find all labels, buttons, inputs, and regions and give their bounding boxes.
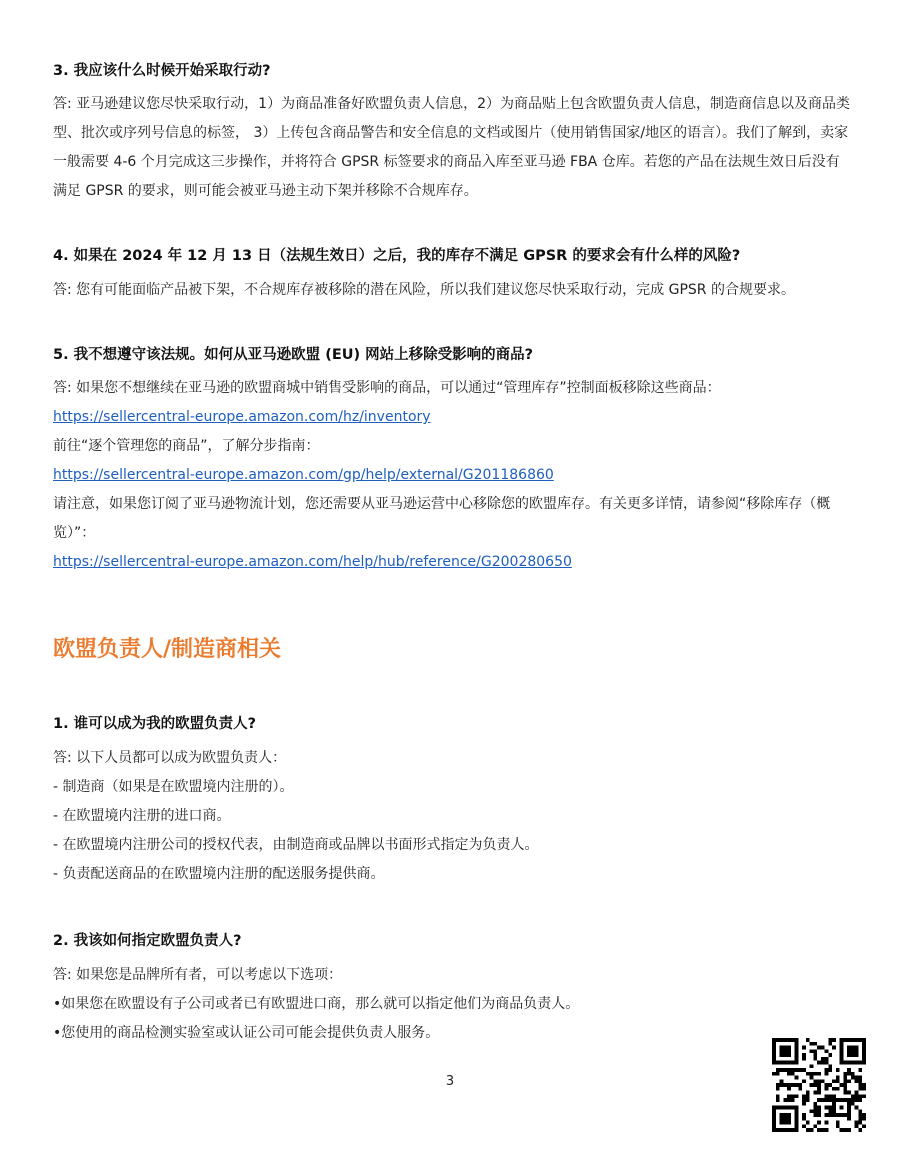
eu-rp-question-1-title: 1. 谁可以成为我的欧盟负责人? (53, 716, 257, 732)
question-5-answer-line2: 前往“逐个管理您的商品”，了解分步指南： (53, 438, 320, 454)
question-4-answer: 答: 您有可能面临产品被下架，不合规库存被移除的潜在风险，所以我们建议您尽快采取行动，完成 GPSR 的合规要求。 (53, 282, 795, 298)
section-heading: 欧盟负责人/制造商相关 (53, 637, 282, 662)
list-item: - 负责配送商品的在欧盟境内注册的配送服务提供商。 (53, 866, 385, 882)
question-5-answer-line1: 答: 如果您不想继续在亚马逊的欧盟商城中销售受影响的商品，可以通过“管理库存”控制面板移除这些商品： (53, 380, 721, 396)
eu-rp-question-2-title: 2. 我该如何指定欧盟负责人? (53, 933, 242, 949)
list-item: - 在欧盟境内注册的进口商。 (53, 808, 231, 824)
question-5-answer-line3: 请注意，如果您订阅了亚马逊物流计划，您还需要从亚马逊运营中心移除您的欧盟库存。有关更多详情，请参阅“移除库存（概览）”： (53, 496, 831, 541)
question-5-title: 5. 我不想遵守该法规。如何从亚马逊欧盟 (EU) 网站上移除受影响的商品? (53, 347, 534, 363)
eu-rp-question-2-intro: 答: 如果您是品牌所有者，可以考虑以下选项： (53, 967, 343, 983)
page-number: 3 (445, 1074, 455, 1089)
list-item: •如果您在欧盟设有子公司或者已有欧盟进口商，那么就可以指定他们为商品负责人。 (53, 996, 580, 1012)
removal-overview-link[interactable]: https://sellercentral-europe.amazon.com/help/hub/reference/G200280650 (53, 554, 572, 570)
eu-rp-question-1-intro: 答: 以下人员都可以成为欧盟负责人： (53, 750, 287, 766)
inventory-link[interactable]: https://sellercentral-europe.amazon.com/hz/inventory (53, 409, 431, 425)
manage-listings-help-link[interactable]: https://sellercentral-europe.amazon.com/gp/help/external/G201186860 (53, 467, 554, 483)
list-item: - 制造商（如果是在欧盟境内注册的）。 (53, 779, 294, 795)
qr-code-icon (772, 1038, 866, 1132)
question-3-answer: 答: 亚马逊建议您尽快采取行动，1）为商品准备好欧盟负责人信息，2）为商品贴上包含欧盟负责人信息，制造商信息以及商品类型、批次或序列号信息的标签， 3）上传包含商品警告和安全信息的文档或图片（使用销售国家/地区的语言）。我们了解到，卖家一般需要 4-6 个月完成这三步操作，并将符合 GPSR 标签要求的商品入库至亚马逊 FBA 仓库。若您的产品在法规生效日后没有满足 GPSR 的要求，则可能会被亚马逊主动下架并移除不合规库存。 (53, 96, 850, 199)
list-item: - 在欧盟境内注册公司的授权代表，由制造商或品牌以书面形式指定为负责人。 (53, 837, 539, 853)
list-item: •您使用的商品检测实验室或认证公司可能会提供负责人服务。 (53, 1025, 440, 1041)
question-3-title: 3. 我应该什么时候开始采取行动? (53, 63, 271, 79)
question-4-title: 4. 如果在 2024 年 12 月 13 日（法规生效日）之后，我的库存不满足 GPSR 的要求会有什么样的风险? (53, 248, 741, 264)
